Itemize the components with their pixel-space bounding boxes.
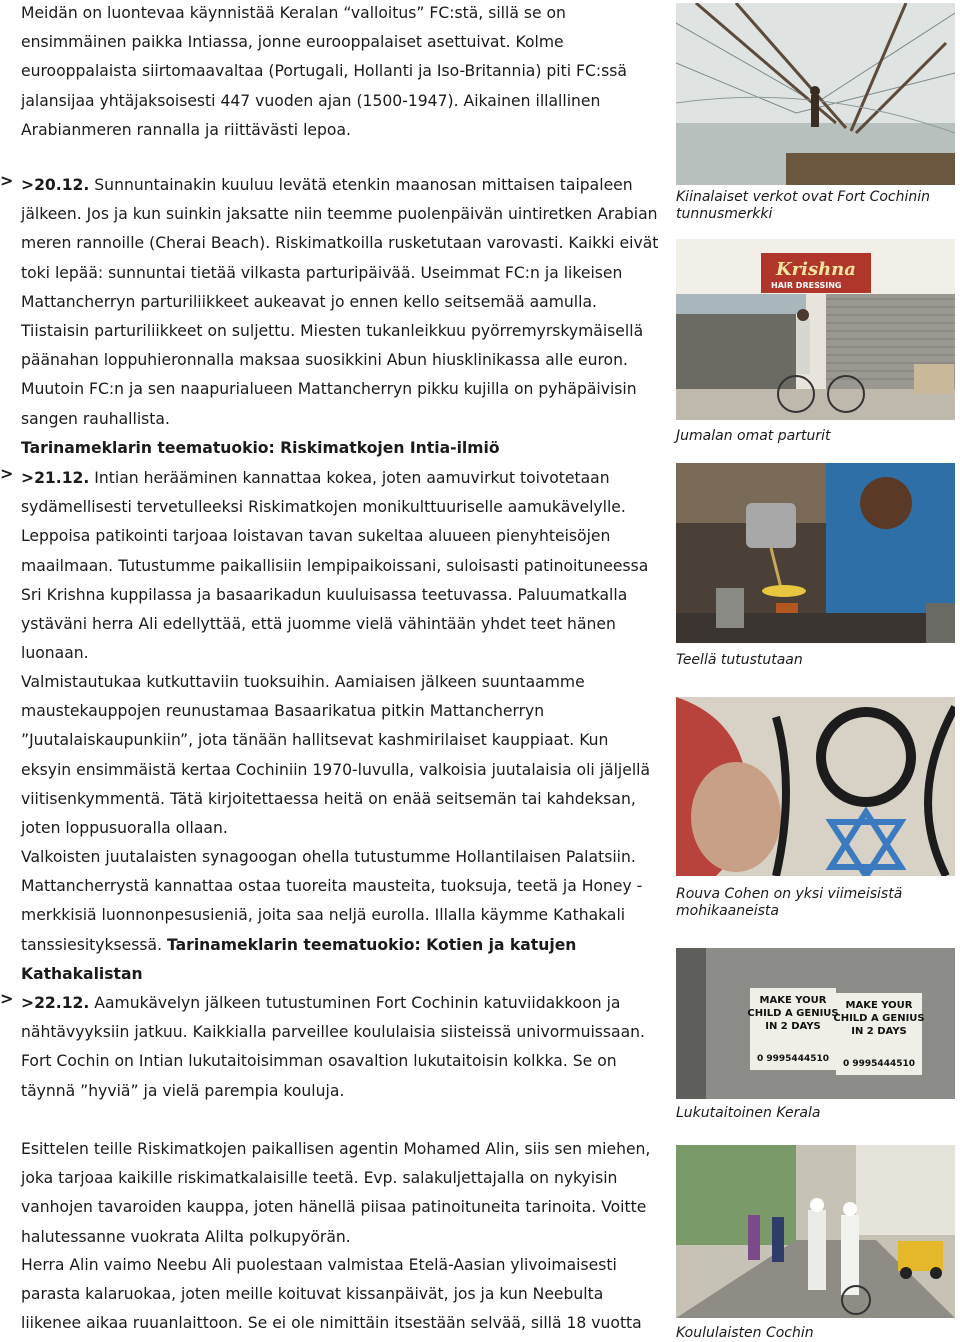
day-20-text: Sunnuntainakin kuuluu levätä etenkin maanosan mittaisen taipaleen jälkeen. Jos ja kun suinkin jaksatte niin teemme puolenpäivän uintiretken Arabian meren rannoille (Cherai Beach). Riskimatkoilla rusketutaan varovasti. Kaikki eivät toki lepää: sunnuntai tietää vilkasta parturipäivää. Useimmat FC:n ja likeisen Mattancherryn parturiliikkeet aukeavat jo ennen kello seitsemää aamulla. Tiistaisin parturiliikkeet on suljettu. Miesten tukanleikkuu pyörremyrskymäisellä päänahan loppuhieronnalla maksaa suosikkini Abun hiusklinikassa alle euron. Muutoin FC:n ja sen naapurialueen Mattancherryn pikku kujilla on pyhäpäivisin sangen rauhallista. xyxy=(21,176,659,428)
day-21-paragraph-1 xyxy=(21,464,661,668)
day-20-tour: Tarinameklarin teematuokio: Riskimatkojen Intia-ilmiö xyxy=(21,438,500,457)
day-21-tour: Tarinameklarin teematuokio: Kotien ja katujen Kathakalistan xyxy=(21,935,577,983)
day-22-date: >22.12. xyxy=(21,994,90,1012)
day-22-paragraph-2: Esittelen teille Riskimatkojen paikallisen agentin Mohamed Alin, siis sen miehen, joka tarjoaa kaikille riskimatkalaisille teetä. Evp. salakuljettajalla on nykyisin vanhojen tavaroiden kauppa, joten hänellä piisaa patinoituneita tarinoita. Voitte halutessanne vuokrata Alilta polkupyörän. xyxy=(21,1140,651,1246)
day-20-section xyxy=(21,171,661,463)
day-22-text: Aamukävelyn jälkeen tutustuminen Fort Cochinin katuviidakkoon ja nähtävyyksiin jatkuu. Kaikkialla parveillee koululaisia siisteissä univormuissaan. Fort Cochin on Intian lukutaitoisimman osavaltion lukutaitoisin kolkka. Se on täynnä ”hyviä” ja vielä parempia kouluja. xyxy=(21,994,645,1100)
caption-mrs-cohen: Rouva Cohen on yksi viimeisistä mohikaaneista xyxy=(676,886,903,919)
day-21-p3-text: Valkoisten juutalaisten synagoogan ohella tutustumme Hollantilaisen Palatsiin. Mattancherrystä kannattaa ostaa tuoreita mausteita, tuoksuja, teetä ja Honey -merkkisiä luonnonpesusieniä, joita saa neljä eurolla. Illalla käymme Kathakali tanssiesityksessä. xyxy=(21,848,643,954)
poster-phone: 0 9995444510 xyxy=(842,1059,916,1069)
poster-phone: 0 9995444510 xyxy=(756,1054,830,1064)
barber-sign-name: Krishna xyxy=(776,259,856,280)
caption-barber-shop: Jumalan omat parturit xyxy=(676,428,831,444)
photo-mrs-cohen xyxy=(676,697,955,876)
day-20-date: >20.12. xyxy=(21,176,90,194)
caption-chinese-nets: Kiinalaiset verkot ovat Fort Cochinin tunnusmerkki xyxy=(676,189,931,222)
intro-paragraph: Meidän on luontevaa käynnistää Keralan “valloitus” FC:stä, sillä se on ensimmäinen paikka Intiassa, jonne eurooppalaiset asettuivat. Kolme eurooppalaista siirtomaavaltaa (Portugali, Hollanti ja Iso-Britannia) piti FC:ssä jalansijaa yhtäjaksoisesti 447 vuoden ajan (1500-1947). Aikainen illallinen Arabianmeren rannalla ja riittävästi lepoa. xyxy=(21,4,627,139)
caption-school-children: Koululaisten Cochin xyxy=(676,1325,814,1341)
day-21-text: Intian herääminen kannattaa kokea, joten aamuvirkut toivotetaan sydämellisesti tervetulleeksi Riskimatkojen monikulttuuriselle aamukävelylle. Leppoisa patikointi tarjoaa loistavan tavan sukeltaa aluueen pienyhteisöjen maailmaan. Tutustumme paikallisiin lempipaikoissani, suloisasti patinoituneessa Sri Krishna kuppilassa ja basaarikadun kuuluisassa teetuvassa. Paluumatkalla ystäväni herra Ali edellyttää, että juomme vielä vähintään yhdet teet hänen luonaan. xyxy=(21,469,649,663)
day-22-paragraph-1 xyxy=(21,989,661,1106)
day-marker-arrow: > xyxy=(0,464,14,483)
day-marker-arrow: > xyxy=(0,171,14,190)
photo-tea-making xyxy=(676,463,955,643)
day-marker-arrow: > xyxy=(0,989,14,1008)
day-21-paragraph-2: Valmistautukaa kutkuttaviin tuoksuihin. Aamiaisen jälkeen suuntaamme maustekauppojen reunustamaa Basaarikatua pitkin Mattancherryn ”Juutalaiskaupunkiin”, jota tänään hallitsevat kashmirilaiset kauppiaat. Kun eksyin ensimmäistä kertaa Cochiniin 1970-luvulla, valkoisia juutalaisia oli jäljellä viitisenkymmentä. Tätä kirjoitettaessa heitä on enää seitsemän tai kahdeksan, joten loppusuoralla ollaan. xyxy=(21,673,651,838)
photo-school-children xyxy=(676,1145,955,1318)
poster-line-1: MAKE YOUR xyxy=(759,995,827,1006)
barber-sign-subtitle: HAIR DRESSING xyxy=(771,281,842,290)
photo-barber-shop xyxy=(676,239,955,420)
caption-tea-making: Teellä tutustutaan xyxy=(676,652,803,668)
poster-line-2: CHILD A GENIUS xyxy=(833,1013,925,1024)
day-21-date: >21.12. xyxy=(21,469,90,487)
poster-line-1: MAKE YOUR xyxy=(845,1000,913,1011)
caption-posters: Lukutaitoinen Kerala xyxy=(676,1105,821,1121)
photo-chinese-nets xyxy=(676,3,955,185)
poster-line-3: IN 2 DAYS xyxy=(851,1026,907,1037)
poster-line-3: IN 2 DAYS xyxy=(765,1021,821,1032)
day-22-paragraph-3: Herra Alin vaimo Neebu Ali puolestaan valmistaa Etelä-Aasian ylivoimaisesti parasta kalaruokaa, joten meille koituvat kissanpäivät, jos ja kun Neebulta liikenee aikaa ruuanlaittoon. Se ei ole nimittäin itsestään selvää, sillä 18 vuotta xyxy=(21,1256,642,1333)
day-21-paragraph-3 xyxy=(21,843,661,989)
poster-line-2: CHILD A GENIUS xyxy=(747,1008,839,1019)
photo-posters xyxy=(676,948,955,1099)
